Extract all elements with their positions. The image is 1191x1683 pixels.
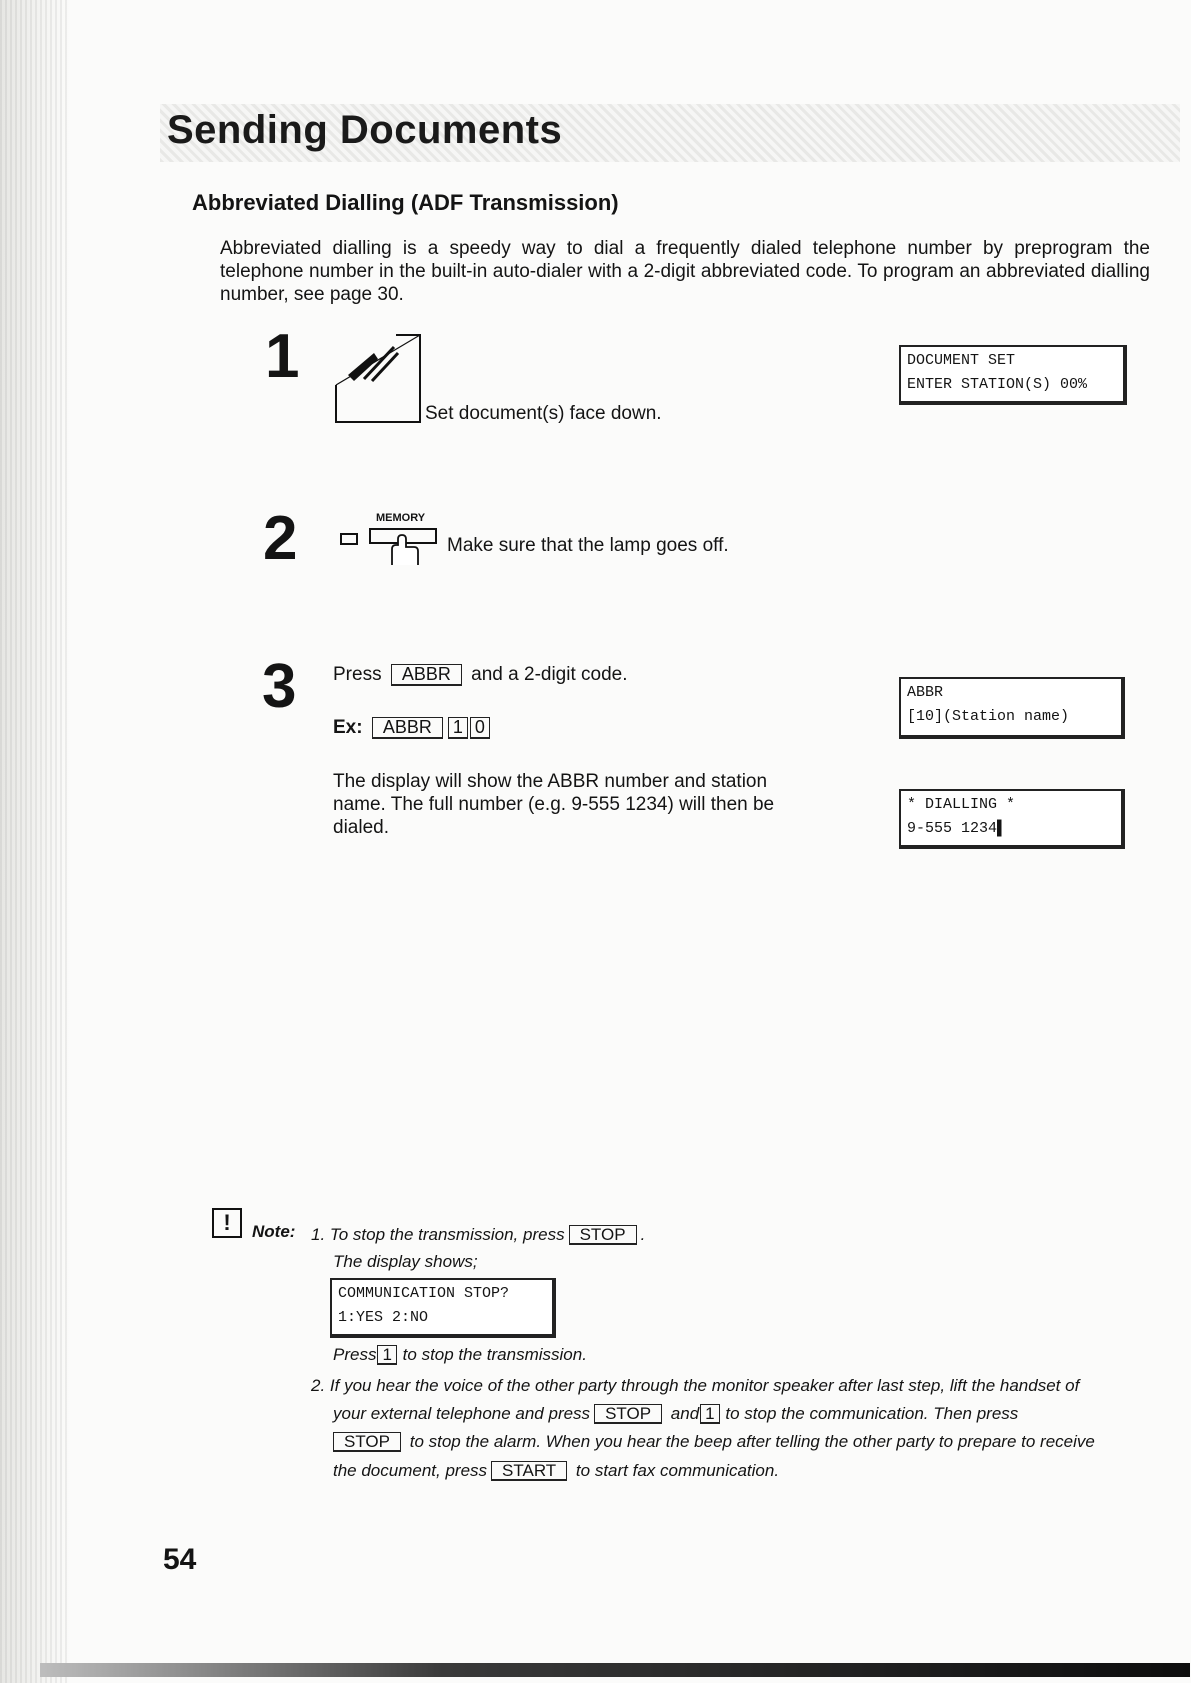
example-key-1: 1 <box>448 717 468 739</box>
note-1-period: . <box>640 1225 646 1244</box>
lcd-dialling <box>899 789 1125 849</box>
after-key-text: and a 2-digit code. <box>471 664 628 685</box>
key-1: 1 <box>700 1404 719 1424</box>
step-3-number: 3 <box>262 652 297 721</box>
example-label: Ex: <box>333 717 363 738</box>
note-2-number: 2. <box>311 1376 326 1395</box>
memory-key-press-icon <box>368 527 438 567</box>
note-2-text-c: to stop the communication. Then press <box>725 1404 1019 1423</box>
lcd-line-2: [10](Station name) <box>907 708 1070 725</box>
stop-key: STOP <box>594 1404 662 1424</box>
note-1-number: 1. <box>311 1225 326 1244</box>
start-key: START <box>491 1461 567 1481</box>
note-1-line <box>311 1225 645 1245</box>
document-feed-icon <box>334 333 424 425</box>
press-text: Press <box>333 1345 377 1364</box>
page-title: Sending Documents <box>167 108 563 152</box>
abbr-key: ABBR <box>391 664 462 686</box>
note-2-and: and <box>670 1404 700 1423</box>
section-heading: Abbreviated Dialling (ADF Transmission) <box>192 190 619 215</box>
page-number: 54 <box>163 1543 197 1576</box>
example-key-0: 0 <box>470 717 490 739</box>
lcd-communication-stop <box>330 1278 556 1338</box>
step-1-number: 1 <box>265 322 300 391</box>
lcd-line-2: 1:YES 2:NO <box>338 1309 429 1326</box>
note-2-line-c <box>333 1432 1095 1452</box>
press-1-line <box>333 1345 587 1365</box>
lcd-line-2: ENTER STATION(S) 00% <box>907 376 1088 393</box>
exclamation-icon: ! <box>212 1208 242 1238</box>
key-1: 1 <box>377 1345 396 1365</box>
note-2-text-a: If you hear the voice of the other party through the monitor speaker after last step, lift the handset of <box>329 1376 1080 1395</box>
lcd-line-1: ABBR <box>907 684 944 701</box>
note-2-line-a <box>311 1376 1079 1396</box>
bottom-scan-bar <box>40 1663 1190 1677</box>
note-2-text-d: to stop the alarm. When you hear the beep after telling the other party to prepare to receive <box>409 1432 1095 1451</box>
stop-key: STOP <box>333 1432 401 1452</box>
note-1-text: To stop the transmission, press <box>329 1225 565 1244</box>
press-text: Press <box>333 664 382 685</box>
display-shows-text: The display shows; <box>333 1252 478 1271</box>
note-2-line-b <box>333 1404 1018 1424</box>
step-3-instruction <box>333 664 628 686</box>
stop-key: STOP <box>569 1225 637 1245</box>
lcd-document-set <box>899 345 1127 405</box>
lcd-abbr <box>899 677 1125 739</box>
example-abbr-key: ABBR <box>372 717 443 739</box>
lcd-line-1: DOCUMENT SET <box>907 352 1016 369</box>
note-2-line-d <box>333 1461 779 1481</box>
lcd-line-1: * DIALLING * <box>907 796 1016 813</box>
note-label: Note: <box>252 1222 296 1241</box>
lamp-indicator <box>340 533 358 545</box>
note-2-text-e: the document, press <box>333 1461 488 1480</box>
example-line <box>333 717 491 739</box>
lcd-line-2: 9-555 1234▌ <box>907 820 1007 837</box>
intro-paragraph: Abbreviated dialling is a speedy way to dial a frequently dialed telephone number by preprogram the telephone number in the built-in auto-dialer with a 2-digit abbreviated code. To program an abbreviated dialling number, see page 30. <box>220 238 1150 305</box>
step-2-text: Make sure that the lamp goes off. <box>447 535 729 556</box>
lcd-line-1: COMMUNICATION STOP? <box>338 1285 510 1302</box>
step-2-number: 2 <box>263 504 298 573</box>
note-2-text-b: your external telephone and press <box>333 1404 591 1423</box>
press-1-after-text: to stop the transmission. <box>402 1345 587 1364</box>
memory-key-label: MEMORY <box>376 512 426 524</box>
scan-edge-shading <box>0 0 70 1683</box>
step-1-text: Set document(s) face down. <box>425 403 662 424</box>
note-2-text-f: to start fax communication. <box>575 1461 780 1480</box>
step-3-description: The display will show the ABBR number and station name. The full number (e.g. 9-555 1234) will then be dialed. <box>333 771 775 838</box>
